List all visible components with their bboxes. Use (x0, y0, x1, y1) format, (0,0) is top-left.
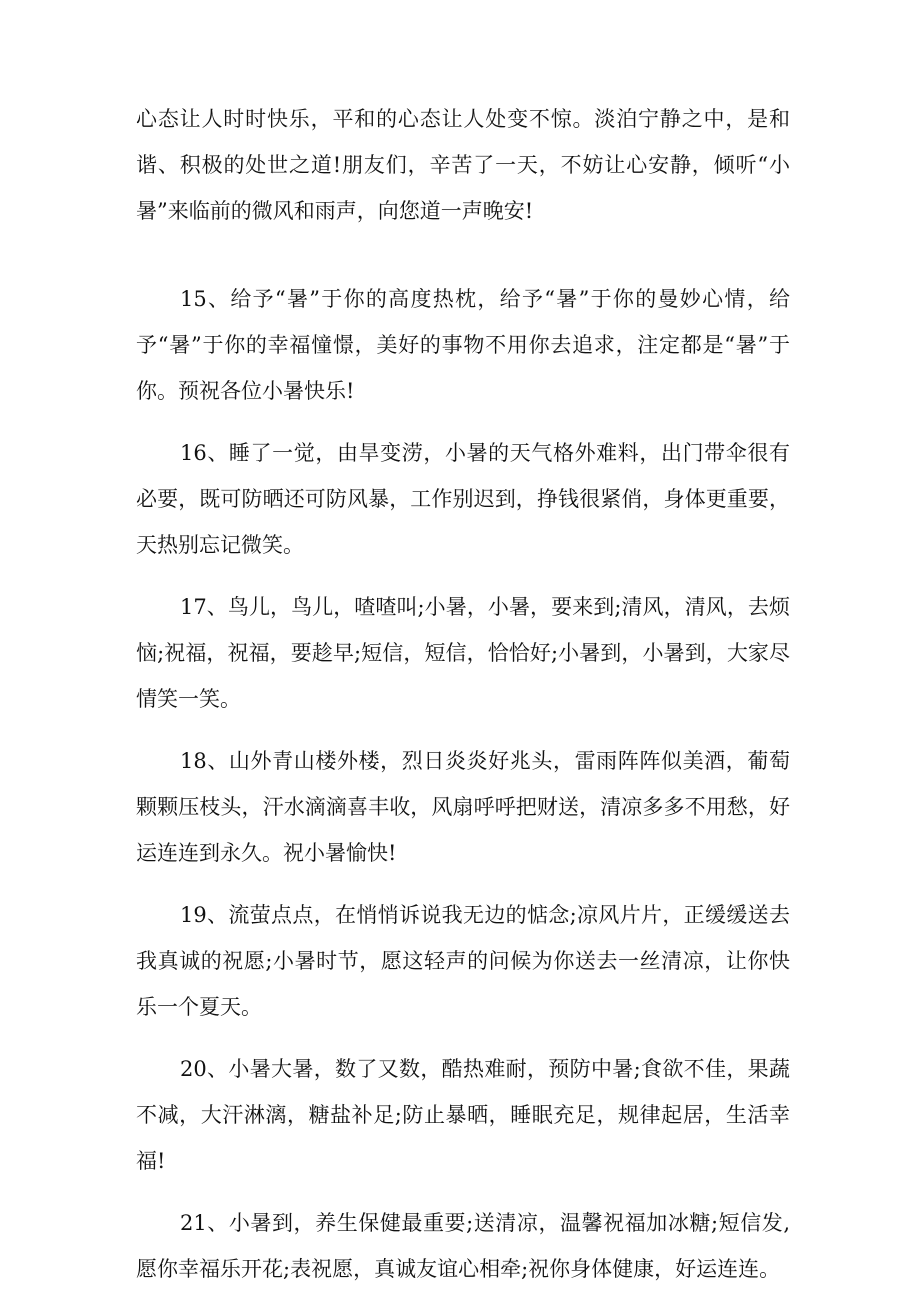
paragraph-21: 21、小暑到，养生保健最重要;送清凉，温馨祝福加冰糖;短信发,愿你幸福乐开花;表祝愿，真诚友谊心相牵;祝你身体健康，好运连连。 (136, 1211, 790, 1281)
paragraph-17: 17、鸟儿，鸟儿，喳喳叫;小暑，小暑，要来到;清风，清风，去烦恼;祝福，祝福，要趁早;短信，短信，恰恰好;小暑到，小暑到，大家尽情笑一笑。 (136, 595, 790, 711)
document-body (136, 96, 790, 1292)
paragraph-19: 19、流萤点点，在悄悄诉说我无边的惦念;凉风片片，正缓缓送去我真诚的祝愿;小暑时节，愿这轻声的问候为你送去一丝清凉，让你快乐一个夏天。 (136, 903, 790, 1019)
paragraph-15: 15、给予“暑”于你的高度热枕，给予“暑”于你的曼妙心情，给予“暑”于你的幸福憧憬，美好的事物不用你去追求，注定都是“暑”于你。预祝各位小暑快乐! (136, 287, 790, 403)
paragraph-18: 18、山外青山楼外楼，烈日炎炎好兆头，雷雨阵阵似美酒，葡萄颗颗压枝头，汗水滴滴喜丰收，风扇呼呼把财送，清凉多多不用愁，好运连连到永久。祝小暑愉快! (136, 749, 790, 865)
paragraph-16: 16、睡了一觉，由旱变涝，小暑的天气格外难料，出门带伞很有必要，既可防晒还可防风暴，工作别迟到，挣钱很紧俏，身体更重要，天热别忘记微笑。 (136, 441, 790, 557)
paragraph-continuation: 心态让人时时快乐，平和的心态让人处变不惊。淡泊宁静之中，是和谐、积极的处世之道!朋友们，辛苦了一天，不妨让心安静，倾听“小暑”来临前的微风和雨声，向您道一声晚安! (136, 107, 790, 223)
paragraph-20: 20、小暑大暑，数了又数，酷热难耐，预防中暑;食欲不佳，果蔬不减，大汗淋漓，糖盐补足;防止暴晒，睡眠充足，规律起居，生活幸福! (136, 1057, 790, 1173)
